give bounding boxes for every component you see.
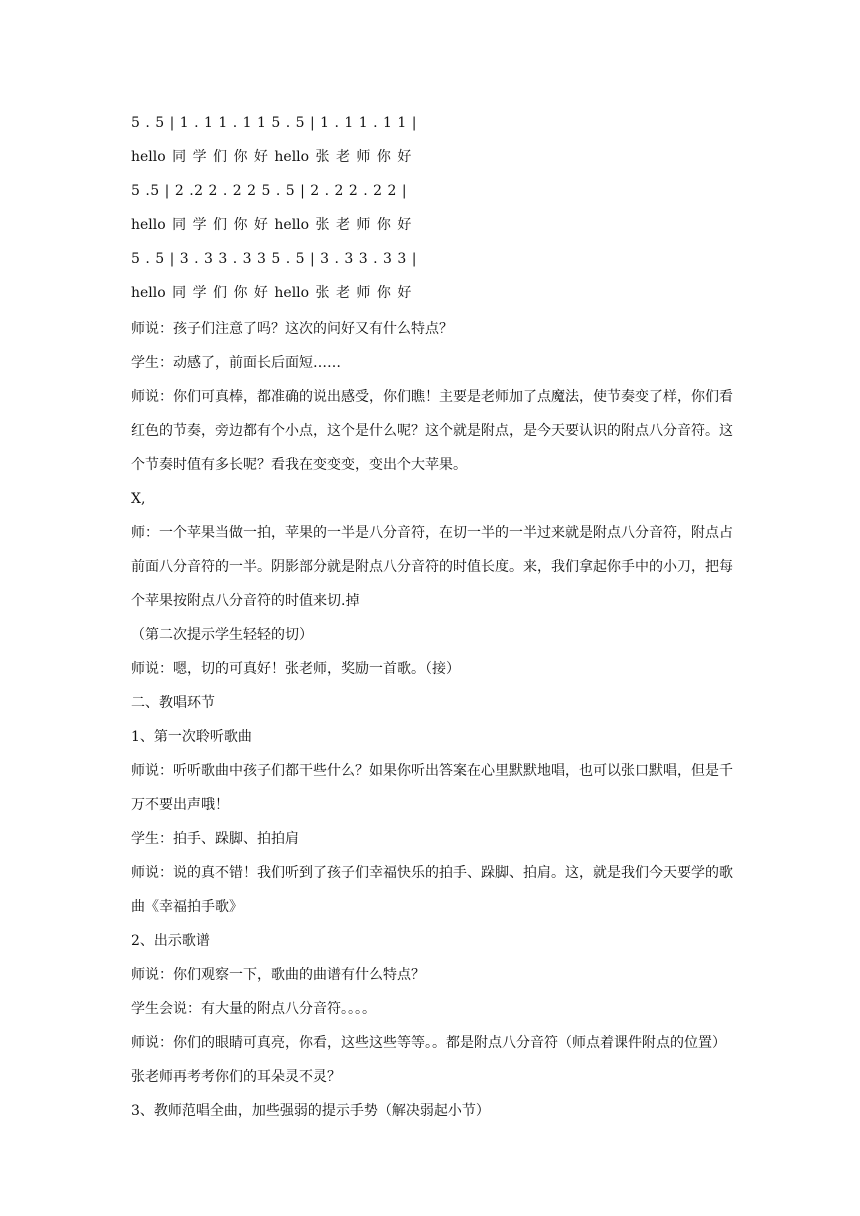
paragraph-student-score-answer: 学生会说：有大量的附点八分音符。。。。 (131, 1001, 376, 1017)
document-body (131, 108, 737, 1128)
lyrics-line-1: hello 同 学 们 你 好 hello 张 老 师 你 好 (131, 149, 412, 165)
notation-line-1: 5 . 5 | 1 . 1 1 . 1 1 5 . 5 | 1 . 1 1 . 1 1 | (131, 115, 417, 131)
notation-line-3: 5 . 5 | 3 . 3 3 . 3 3 5 . 5 | 3 . 3 3 . 3 3 | (131, 251, 417, 267)
lyrics-line-2: hello 同 学 们 你 好 hello 张 老 师 你 好 (131, 217, 412, 233)
paragraph-apple-explanation: 师：一个苹果当做一拍，苹果的一半是八分音符，在切一半的一半过来就是附点八分音符，附点占前面八分音符的一半。阴影部分就是附点八分音符的时值长度。来，我们拿起你手中的小刀，把每个苹果按附点八分音符的时值来切.掉 (131, 525, 733, 609)
paragraph-teacher-question: 师说：孩子们注意了吗？这次的问好又有什么特点？ (131, 321, 453, 337)
paragraph-teacher-ears: 师说：你们的眼睛可真亮，你看，这些这些等等。。都是附点八分音符（师点着课件附点的位置）张老师再考考你们的耳朵灵不灵？ (131, 1035, 726, 1085)
paragraph-second-hint: （第二次提示学生轻轻的切） (131, 627, 313, 643)
section-heading-singing: 二、教唱环节 (131, 695, 215, 711)
paragraph-teacher-praise: 师说：你们可真棒，都准确的说出感受，你们瞧！主要是老师加了点魔法，使节奏变了样，你们看红色的节奏，旁边都有个小点，这个是什么呢？这个就是附点，是今天要认识的附点八分音符。这个节奏时值有多长呢？看我在变变变，变出个大苹果。 (131, 389, 733, 473)
subheading-show-score: 2、出示歌谱 (131, 933, 210, 949)
subheading-teacher-demo: 3、教师范唱全曲，加些强弱的提示手势（解决弱起小节） (131, 1103, 490, 1119)
paragraph-student-actions: 学生：拍手、跺脚、拍拍肩 (131, 831, 299, 847)
subheading-first-listen: 1、第一次聆听歌曲 (131, 729, 252, 745)
lyrics-line-3: hello 同 学 们 你 好 hello 张 老 师 你 好 (131, 285, 412, 301)
paragraph-rhythm-symbol: X, (131, 491, 146, 507)
notation-line-2: 5 .5 | 2 .2 2 . 2 2 5 . 5 | 2 . 2 2 . 2 2 | (131, 183, 408, 199)
paragraph-reward-song: 师说：嗯，切的可真好！张老师，奖励一首歌。（接） (131, 661, 460, 677)
paragraph-listen-instruction: 师说：听听歌曲中孩子们都干些什么？如果你听出答案在心里默默地唱，也可以张口默唱，但是千万不要出声哦！ (131, 763, 733, 813)
paragraph-student-answer: 学生：动感了，前面长后面短…… (131, 355, 341, 371)
paragraph-song-intro: 师说：说的真不错！我们听到了孩子们幸福快乐的拍手、跺脚、拍肩。这，就是我们今天要学的歌曲《幸福拍手歌》 (131, 865, 733, 915)
paragraph-score-question: 师说：你们观察一下，歌曲的曲谱有什么特点？ (131, 967, 425, 983)
